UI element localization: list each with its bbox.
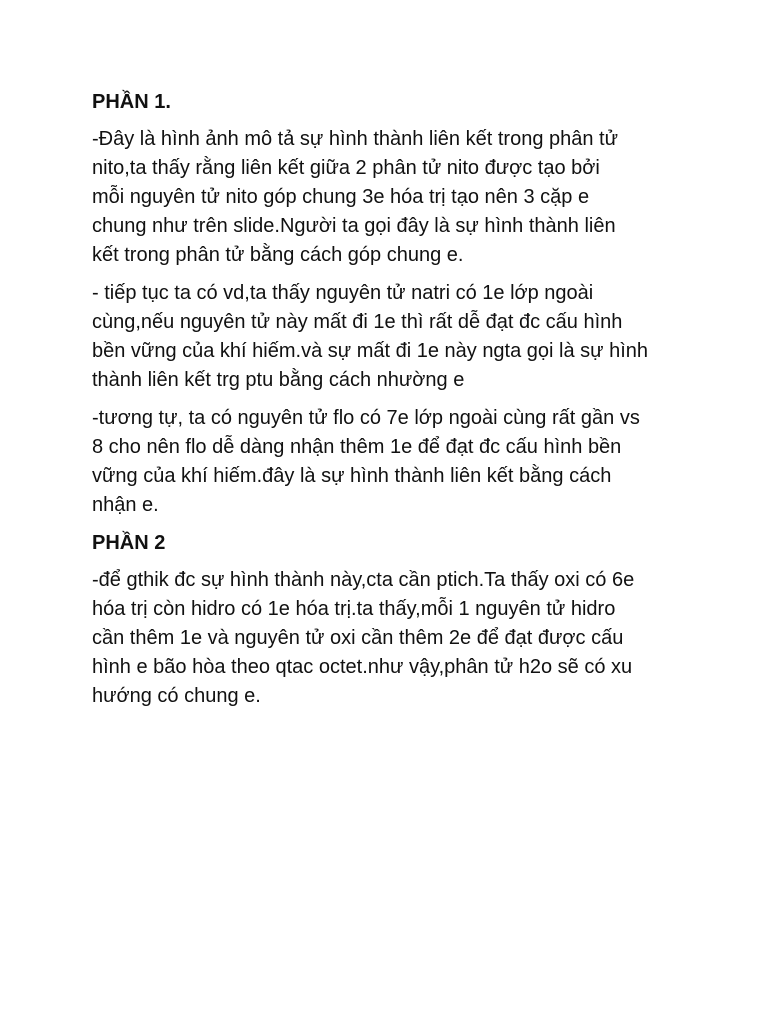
text-line: mỗi nguyên tử nito góp chung 3e hóa trị tạo nên 3 cặp e <box>92 186 590 208</box>
text-line: hướng có chung e. <box>92 685 261 707</box>
text-line: chung như trên slide.Người ta gọi đây là sự hình thành liên <box>92 215 616 237</box>
text-line: hình e bão hòa theo qtac octet.như vậy,phân tử h2o sẽ có xu <box>92 656 633 678</box>
text-line: 8 cho nên flo dễ dàng nhận thêm 1e để đạt đc cấu hình bền <box>92 436 622 458</box>
text-line: kết trong phân tử bằng cách góp chung e. <box>92 244 464 266</box>
text-line: - tiếp tục ta có vd,ta thấy nguyên tử natri có 1e lớp ngoài <box>92 282 594 304</box>
section-2-paragraph-1 <box>92 566 692 711</box>
text-line: hóa trị còn hidro có 1e hóa trị.ta thấy,mỗi 1 nguyên tử hidro <box>92 598 616 620</box>
text-line: bền vững của khí hiếm.và sự mất đi 1e này ngta gọi là sự hình <box>92 340 649 362</box>
text-line: cần thêm 1e và nguyên tử oxi cần thêm 2e để đạt được cấu <box>92 627 624 649</box>
document-page <box>92 88 692 720</box>
section-1-heading: PHẦN 1. <box>92 91 171 113</box>
section-1-paragraph-3 <box>92 404 692 520</box>
section-1-paragraph-1 <box>92 125 692 270</box>
text-line: -tương tự, ta có nguyên tử flo có 7e lớp ngoài cùng rất gần vs <box>92 407 640 429</box>
section-1-paragraph-2 <box>92 279 692 395</box>
text-line: nito,ta thấy rằng liên kết giữa 2 phân tử nito được tạo bởi <box>92 157 600 179</box>
text-line: thành liên kết trg ptu bằng cách nhường e <box>92 369 465 391</box>
text-line: -để gthik đc sự hình thành này,cta cần ptich.Ta thấy oxi có 6e <box>92 569 635 591</box>
section-2-heading: PHẦN 2 <box>92 532 166 554</box>
text-line: cùng,nếu nguyên tử này mất đi 1e thì rất dễ đạt đc cấu hình <box>92 311 623 333</box>
text-line: nhận e. <box>92 494 159 516</box>
text-line: -Đây là hình ảnh mô tả sự hình thành liên kết trong phân tử <box>92 128 618 150</box>
text-line: vững của khí hiếm.đây là sự hình thành liên kết bằng cách <box>92 465 612 487</box>
